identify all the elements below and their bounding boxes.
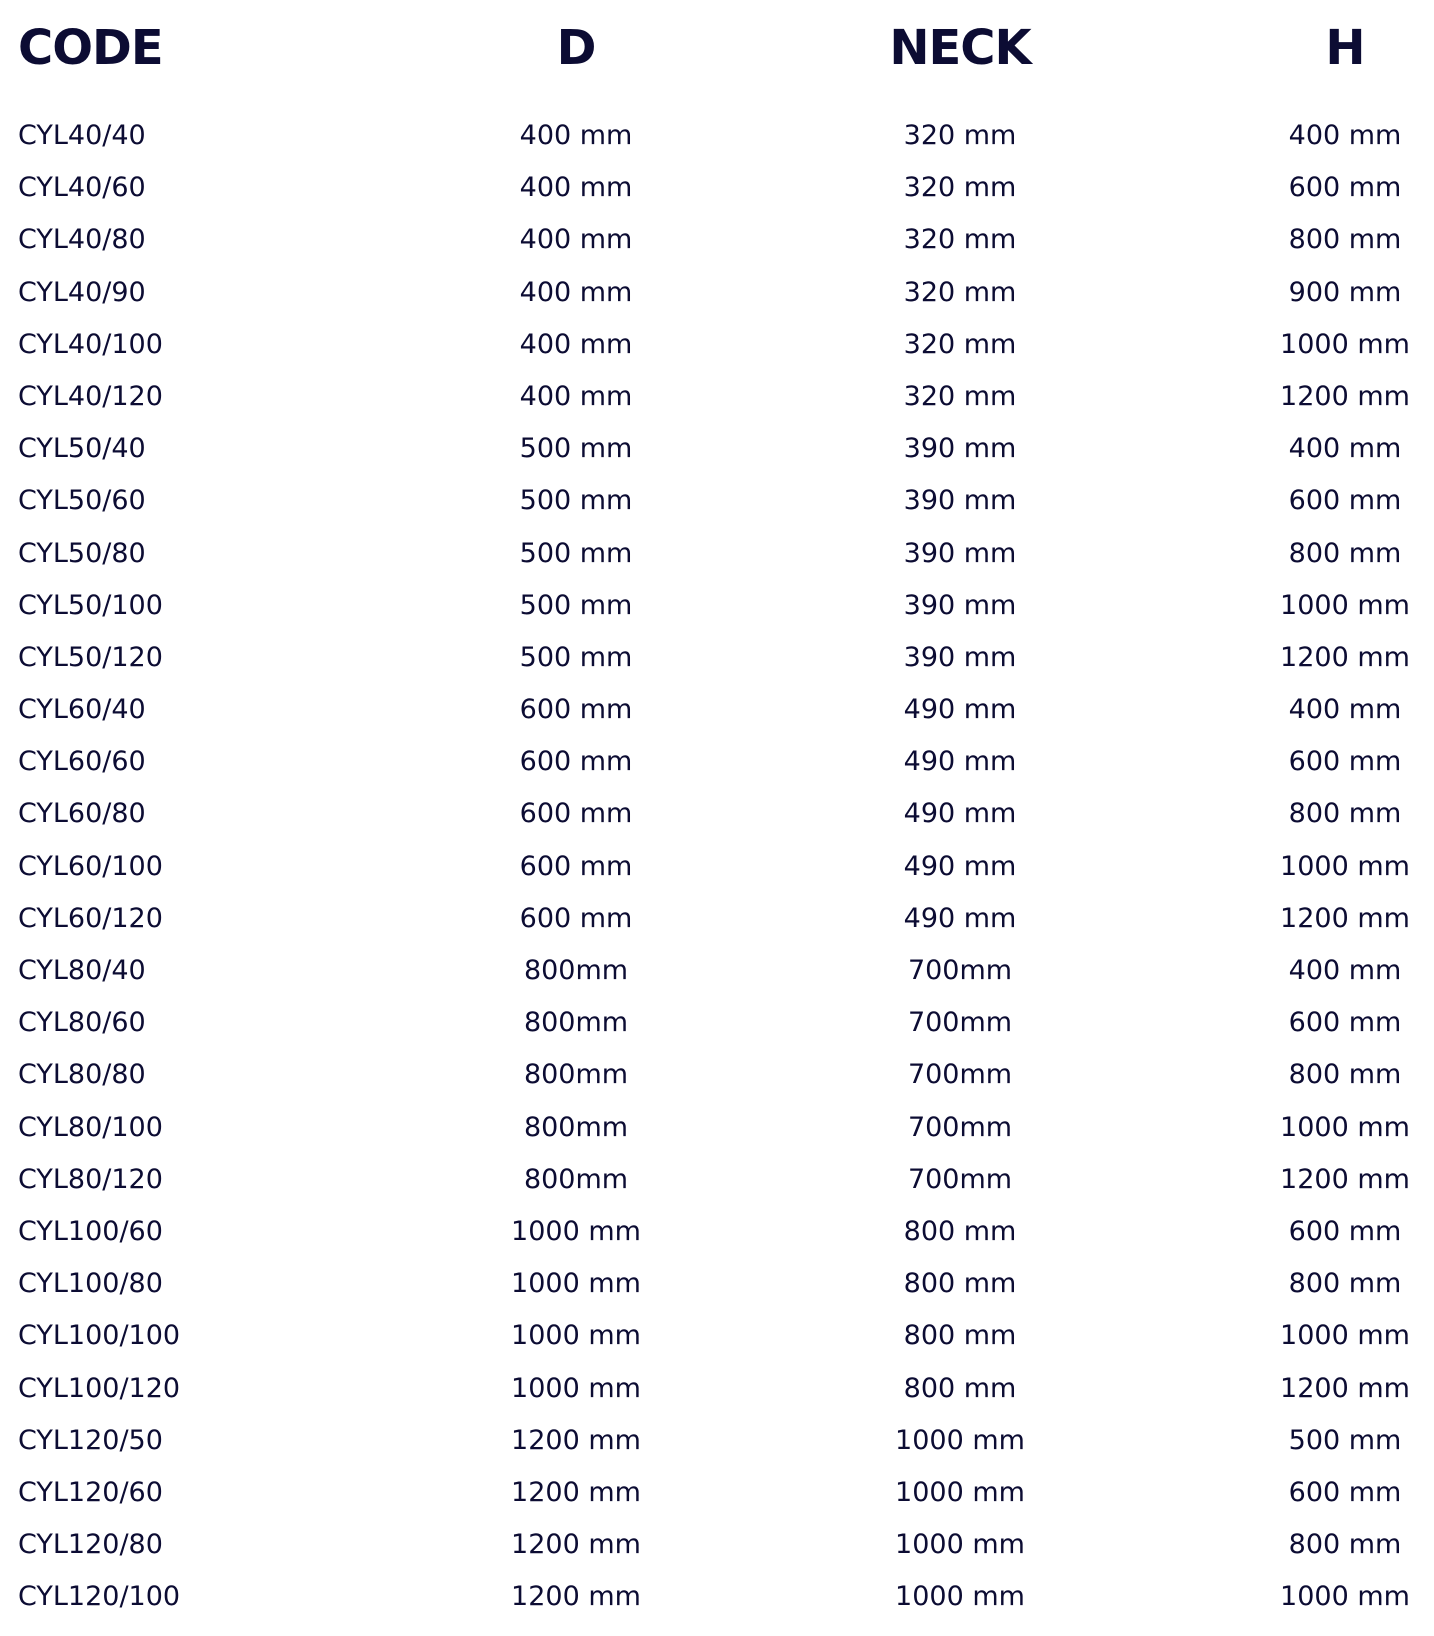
code-cell: CYL50/60 xyxy=(18,485,146,517)
table-row xyxy=(0,1467,1434,1519)
diameter-cell-value: 800mm xyxy=(523,1007,629,1039)
height-cell-value: 1200 mm xyxy=(1280,1372,1410,1404)
neck-cell-value: 490 mm xyxy=(903,746,1017,778)
code-cell: CYL80/80 xyxy=(18,1059,146,1091)
diameter-cell-value: 500 mm xyxy=(519,485,633,517)
neck-cell-value: 320 mm xyxy=(903,224,1017,256)
height-cell-value: 400 mm xyxy=(1288,955,1402,986)
height-cell-value: 1000 mm xyxy=(1280,1320,1410,1352)
diameter-cell-value: 400 mm xyxy=(519,224,633,256)
table-row xyxy=(0,1415,1434,1467)
table-row xyxy=(0,736,1434,788)
height-cell-value: 600 mm xyxy=(1288,746,1402,778)
diameter-cell-value: 400 mm xyxy=(519,276,633,308)
table-row xyxy=(0,788,1434,840)
table-row xyxy=(0,893,1434,945)
height-cell-value: 1000 mm xyxy=(1280,1111,1410,1143)
neck-cell-value: 390 mm xyxy=(903,537,1017,569)
code-cell: CYL100/60 xyxy=(18,1215,163,1247)
code-cell: CYL100/120 xyxy=(18,1372,181,1404)
table-row xyxy=(0,580,1434,632)
neck-cell-value: 700mm xyxy=(907,1163,1013,1195)
diameter-cell-value: 1200 mm xyxy=(511,1529,641,1561)
diameter-cell-value: 600 mm xyxy=(519,902,633,934)
neck-cell-value: 490 mm xyxy=(903,798,1017,830)
header-code: CODE xyxy=(18,20,163,76)
diameter-cell-value: 800mm xyxy=(523,1059,629,1091)
neck-cell-value: 390 mm xyxy=(903,641,1017,673)
diameter-cell-value: 600 mm xyxy=(519,694,633,726)
neck-cell-value: 1000 mm xyxy=(895,1529,1025,1561)
table-row xyxy=(0,110,1434,162)
diameter-cell-value: 800mm xyxy=(523,1163,629,1195)
neck-cell-value: 490 mm xyxy=(903,850,1017,882)
diameter-cell-value: 1200 mm xyxy=(511,1424,641,1456)
diameter-cell-value: 1000 mm xyxy=(511,1215,641,1247)
neck-cell-value: 390 mm xyxy=(903,589,1017,621)
diameter-cell-value: 500 mm xyxy=(519,589,633,621)
table-row xyxy=(0,475,1434,527)
diameter-cell-value: 1200 mm xyxy=(511,1581,641,1613)
table-row xyxy=(0,162,1434,214)
diameter-cell-value: 800mm xyxy=(523,955,629,986)
code-cell: CYL80/40 xyxy=(18,955,146,986)
height-cell-value: 400 mm xyxy=(1288,433,1402,465)
height-cell-value: 600 mm xyxy=(1288,485,1402,517)
neck-cell-value: 1000 mm xyxy=(895,1476,1025,1508)
height-cell-value: 800 mm xyxy=(1288,1059,1402,1091)
table-row xyxy=(0,1571,1434,1623)
height-cell-value: 800 mm xyxy=(1288,1529,1402,1561)
height-cell-value: 1200 mm xyxy=(1280,1163,1410,1195)
diameter-cell-value: 500 mm xyxy=(519,641,633,673)
diameter-cell-value: 600 mm xyxy=(519,798,633,830)
code-cell: CYL120/60 xyxy=(18,1476,163,1508)
height-cell-value: 800 mm xyxy=(1288,537,1402,569)
code-cell: CYL40/90 xyxy=(18,276,146,308)
code-cell: CYL100/80 xyxy=(18,1268,163,1300)
height-cell-value: 1000 mm xyxy=(1280,328,1410,360)
neck-cell-value: 320 mm xyxy=(903,276,1017,308)
code-cell: CYL40/120 xyxy=(18,380,163,412)
table-row xyxy=(0,267,1434,319)
code-cell: CYL40/60 xyxy=(18,172,146,204)
diameter-cell-value: 400 mm xyxy=(519,380,633,412)
height-cell-value: 400 mm xyxy=(1288,694,1402,726)
header-height-label: H xyxy=(1325,20,1365,76)
height-cell-value: 800 mm xyxy=(1288,1268,1402,1300)
neck-cell-value: 700mm xyxy=(907,1111,1013,1143)
table-header-row xyxy=(0,0,1434,98)
code-cell: CYL50/100 xyxy=(18,589,163,621)
table-row xyxy=(0,1102,1434,1154)
neck-cell-value: 800 mm xyxy=(903,1215,1017,1247)
code-cell: CYL40/40 xyxy=(18,120,146,151)
table-row xyxy=(0,371,1434,423)
code-cell: CYL60/60 xyxy=(18,746,146,778)
code-cell: CYL40/100 xyxy=(18,328,163,360)
code-cell: CYL120/50 xyxy=(18,1424,163,1456)
code-cell: CYL60/120 xyxy=(18,902,163,934)
height-cell-value: 600 mm xyxy=(1288,1476,1402,1508)
code-cell: CYL60/80 xyxy=(18,798,146,830)
neck-cell-value: 390 mm xyxy=(903,433,1017,465)
height-cell-value: 600 mm xyxy=(1288,1215,1402,1247)
diameter-cell-value: 400 mm xyxy=(519,172,633,204)
table-row xyxy=(0,1258,1434,1310)
table-body xyxy=(0,110,1434,1623)
diameter-cell-value: 1000 mm xyxy=(511,1372,641,1404)
neck-cell-value: 490 mm xyxy=(903,694,1017,726)
table-row xyxy=(0,1310,1434,1362)
height-cell-value: 1000 mm xyxy=(1280,589,1410,621)
neck-cell-value: 320 mm xyxy=(903,172,1017,204)
table-row xyxy=(0,528,1434,580)
neck-cell-value: 320 mm xyxy=(903,380,1017,412)
header-neck-label: NECK xyxy=(889,20,1031,76)
code-cell: CYL80/60 xyxy=(18,1007,146,1039)
diameter-cell-value: 800mm xyxy=(523,1111,629,1143)
table-row xyxy=(0,841,1434,893)
neck-cell-value: 700mm xyxy=(907,1007,1013,1039)
code-cell: CYL120/80 xyxy=(18,1529,163,1561)
table-row xyxy=(0,1206,1434,1258)
header-diameter-label: D xyxy=(556,20,596,76)
code-cell: CYL60/40 xyxy=(18,694,146,726)
code-cell: CYL80/120 xyxy=(18,1163,163,1195)
diameter-cell-value: 500 mm xyxy=(519,537,633,569)
table-row xyxy=(0,1363,1434,1415)
height-cell-value: 1200 mm xyxy=(1280,641,1410,673)
neck-cell-value: 800 mm xyxy=(903,1372,1017,1404)
code-cell: CYL100/100 xyxy=(18,1320,181,1352)
neck-cell-value: 1000 mm xyxy=(895,1424,1025,1456)
table-row xyxy=(0,945,1434,997)
table-row xyxy=(0,423,1434,475)
code-cell: CYL120/100 xyxy=(18,1581,181,1613)
neck-cell-value: 320 mm xyxy=(903,328,1017,360)
neck-cell-value: 800 mm xyxy=(903,1320,1017,1352)
height-cell-value: 900 mm xyxy=(1288,276,1402,308)
diameter-cell-value: 1000 mm xyxy=(511,1268,641,1300)
diameter-cell-value: 400 mm xyxy=(519,328,633,360)
diameter-cell-value: 600 mm xyxy=(519,850,633,882)
height-cell-value: 1200 mm xyxy=(1280,902,1410,934)
neck-cell-value: 320 mm xyxy=(903,120,1017,151)
table-row xyxy=(0,684,1434,736)
height-cell-value: 800 mm xyxy=(1288,798,1402,830)
table-row xyxy=(0,997,1434,1049)
table-row xyxy=(0,1519,1434,1571)
diameter-cell-value: 600 mm xyxy=(519,746,633,778)
neck-cell-value: 390 mm xyxy=(903,485,1017,517)
height-cell-value: 600 mm xyxy=(1288,172,1402,204)
diameter-cell-value: 1200 mm xyxy=(511,1476,641,1508)
height-cell-value: 800 mm xyxy=(1288,224,1402,256)
neck-cell-value: 490 mm xyxy=(903,902,1017,934)
neck-cell-value: 700mm xyxy=(907,955,1013,986)
height-cell-value: 1200 mm xyxy=(1280,380,1410,412)
table-row xyxy=(0,1049,1434,1101)
table-row xyxy=(0,632,1434,684)
diameter-cell-value: 500 mm xyxy=(519,433,633,465)
table-row xyxy=(0,214,1434,266)
height-cell-value: 400 mm xyxy=(1288,120,1402,151)
neck-cell-value: 700mm xyxy=(907,1059,1013,1091)
code-cell: CYL50/40 xyxy=(18,433,146,465)
table-row xyxy=(0,319,1434,371)
code-cell: CYL60/100 xyxy=(18,850,163,882)
code-cell: CYL50/120 xyxy=(18,641,163,673)
diameter-cell-value: 1000 mm xyxy=(511,1320,641,1352)
diameter-cell-value: 400 mm xyxy=(519,120,633,151)
height-cell-value: 1000 mm xyxy=(1280,850,1410,882)
height-cell-value: 500 mm xyxy=(1288,1424,1402,1456)
neck-cell-value: 1000 mm xyxy=(895,1581,1025,1613)
code-cell: CYL80/100 xyxy=(18,1111,163,1143)
code-cell: CYL40/80 xyxy=(18,224,146,256)
height-cell-value: 600 mm xyxy=(1288,1007,1402,1039)
neck-cell-value: 800 mm xyxy=(903,1268,1017,1300)
height-cell-value: 1000 mm xyxy=(1280,1581,1410,1613)
table-row xyxy=(0,1154,1434,1206)
code-cell: CYL50/80 xyxy=(18,537,146,569)
